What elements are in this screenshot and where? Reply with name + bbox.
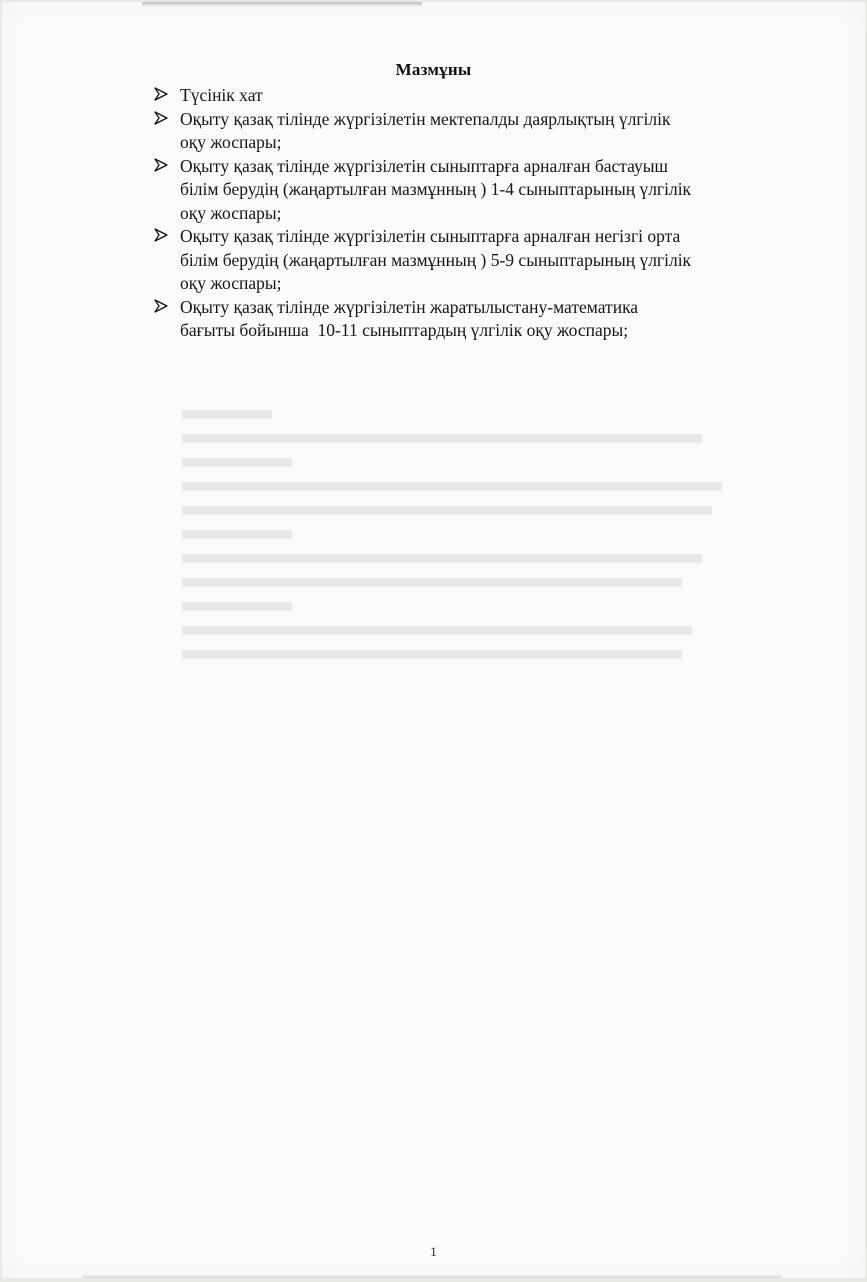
arrowhead-bullet-icon xyxy=(154,299,168,313)
toc-item xyxy=(154,108,794,155)
toc-line: Оқыту қазақ тілінде жүргізілетін сыныптарға арналған негізгі орта xyxy=(180,226,681,246)
toc-line: Оқыту қазақ тілінде жүргізілетін жаратылыстану-математика xyxy=(180,296,639,317)
toc-item xyxy=(154,296,794,343)
toc-line: білім берудің (жаңартылған мазмұнның ) 5-9 сыныптарының үлгілік xyxy=(180,249,692,270)
contents-title: Мазмұны xyxy=(395,60,472,79)
arrowhead-bullet-icon xyxy=(154,111,168,125)
table-of-contents xyxy=(154,84,794,343)
toc-item xyxy=(154,225,794,296)
toc-line: білім берудің (жаңартылған мазмұнның ) 1-4 сыныптарының үлгілік xyxy=(180,179,692,199)
page-number: 1 xyxy=(430,1244,437,1259)
scan-smudge-top xyxy=(142,2,422,7)
toc-line: Түсінік хат xyxy=(180,85,263,105)
scan-smudge-bottom xyxy=(82,1274,782,1278)
toc-line: бағыты бойынша 10-11 сыныптардың үлгілік оқу жоспары; xyxy=(180,320,629,340)
arrowhead-bullet-icon xyxy=(154,158,168,172)
toc-line: оқу жоспары; xyxy=(180,202,282,223)
bleed-through-text xyxy=(182,402,742,666)
toc-line: оқу жоспары; xyxy=(180,273,282,293)
arrowhead-bullet-icon xyxy=(154,228,168,242)
toc-item xyxy=(154,84,794,108)
toc-item xyxy=(154,155,794,226)
toc-line: Оқыту қазақ тілінде жүргізілетін сыныптарға арналған бастауыш xyxy=(180,155,669,176)
arrowhead-bullet-icon xyxy=(154,87,168,101)
toc-line: Оқыту қазақ тілінде жүргізілетін мектепалды даярлықтың үлгілік xyxy=(180,108,671,129)
document-page xyxy=(2,2,865,1278)
toc-line: оқу жоспары; xyxy=(180,132,282,152)
